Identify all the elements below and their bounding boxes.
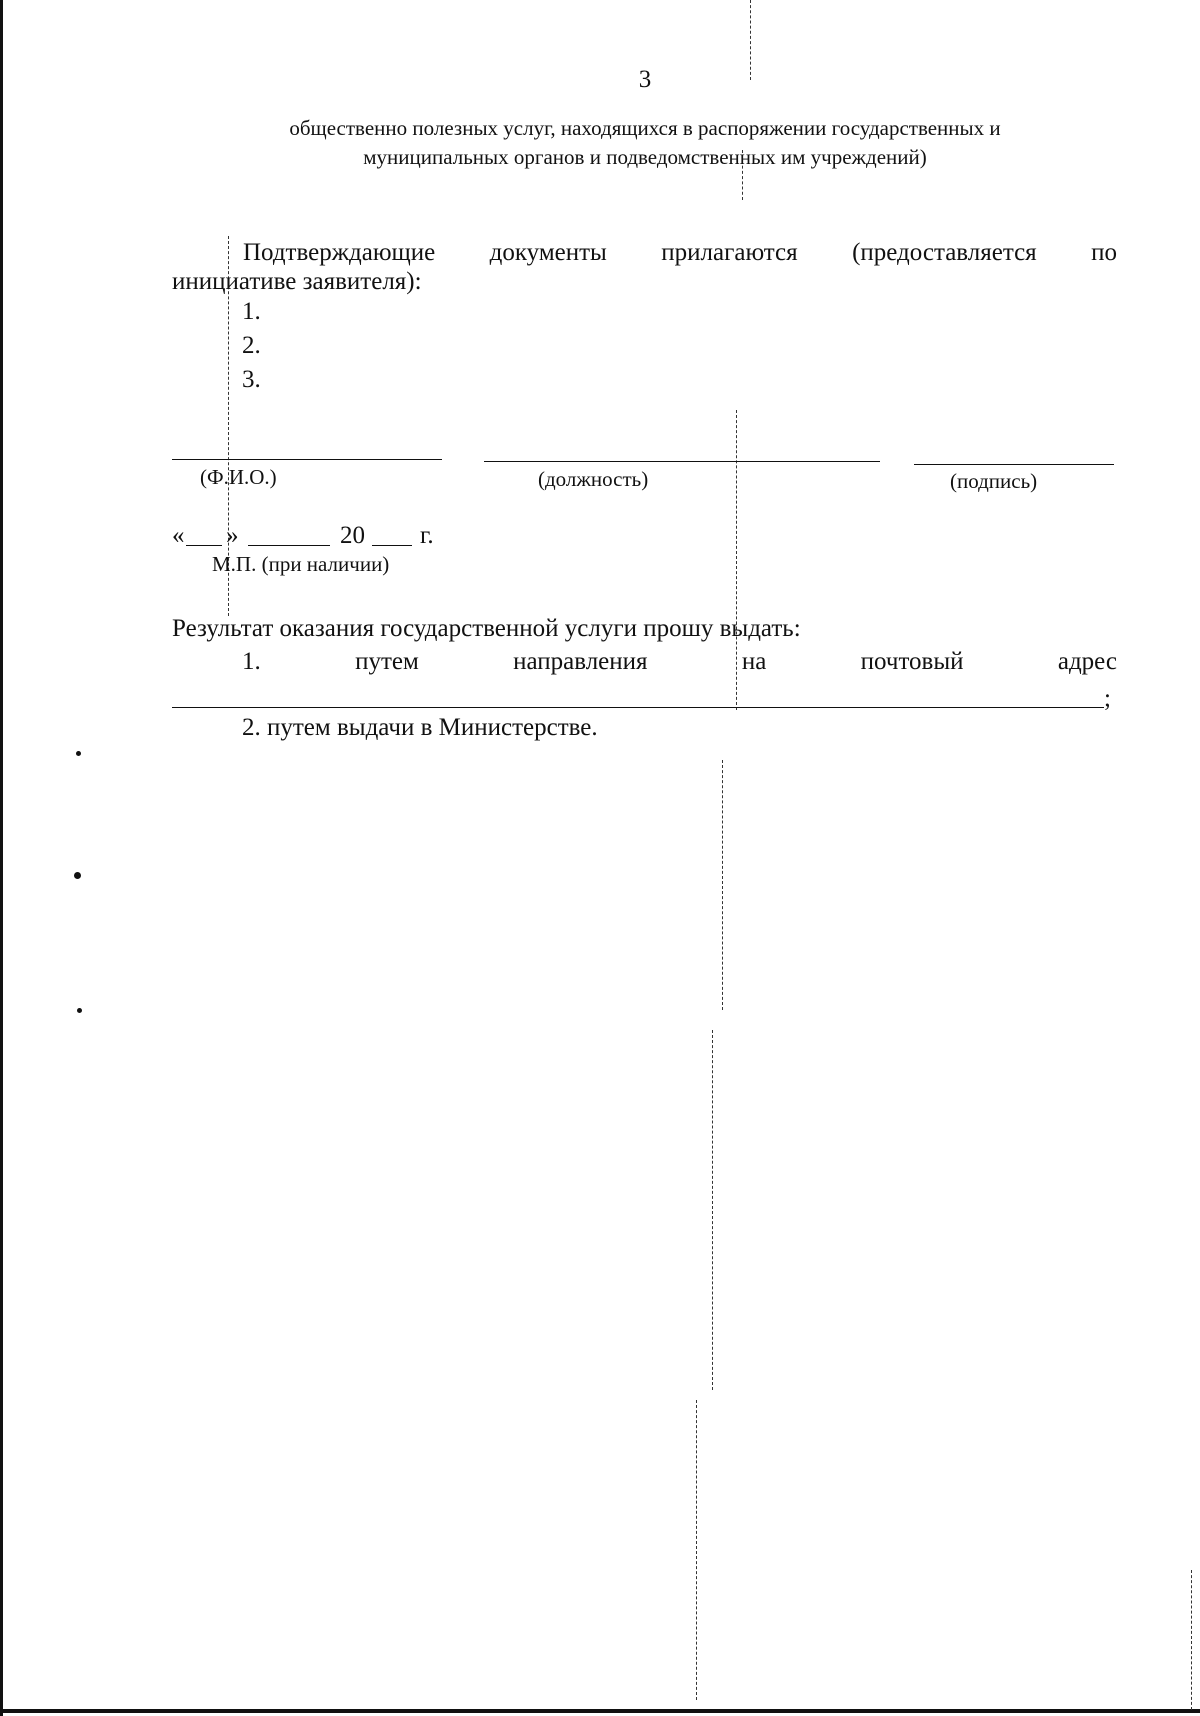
result-option-1-word: 1.: [242, 648, 261, 675]
scan-speck: [74, 872, 81, 879]
signature-line: [914, 464, 1114, 465]
header-caption-line-2: муниципальных органов и подведомственных им учреждений): [363, 145, 927, 169]
date-month-blank: [248, 545, 330, 546]
scan-fold-line: [1191, 1570, 1192, 1710]
header-caption-line-1: общественно полезных услуг, находящихся в распоряжении государственных и: [289, 116, 1001, 140]
documents-intro-word: прилагаются: [661, 239, 798, 266]
documents-intro-line-1: [243, 239, 1117, 267]
documents-intro-word: по: [1091, 239, 1117, 266]
signature-label: (подпись): [950, 469, 1038, 493]
fio-label: (Ф.И.О.): [200, 465, 277, 489]
position-signature-line: [484, 461, 880, 462]
documents-intro-word: (предоставляется: [852, 239, 1037, 266]
documents-list-item: 2.: [242, 332, 261, 359]
seal-label: М.П. (при наличии): [212, 552, 390, 576]
result-option-1-word: на: [741, 648, 767, 675]
result-option-2: 2. путем выдачи в Министерстве.: [242, 714, 598, 741]
documents-list-item: 3.: [242, 366, 261, 393]
documents-list-item: 1.: [242, 298, 261, 325]
scan-fold-line: [696, 1400, 697, 1700]
scan-fold-line: [722, 760, 723, 1010]
position-label: (должность): [538, 467, 649, 491]
result-heading: Результат оказания государственной услуги прошу выдать:: [172, 615, 801, 642]
scan-speck: [77, 1008, 82, 1013]
scan-fold-line: [712, 1030, 713, 1390]
documents-intro-word: документы: [489, 239, 607, 266]
result-option-1-word: путем: [355, 648, 419, 675]
scan-speck: [76, 751, 81, 756]
result-option-1-word: направления: [513, 648, 648, 675]
date-open-quote: «: [172, 522, 185, 549]
documents-intro-word: Подтверждающие: [243, 239, 436, 266]
result-option-1-word: адрес: [1057, 648, 1117, 675]
result-option-1-end: ;: [1104, 685, 1111, 712]
page-number: 3: [638, 66, 652, 93]
postal-address-blank: [172, 707, 1104, 708]
result-option-1-word: почтовый: [860, 648, 964, 675]
date-year-suffix: г.: [420, 522, 434, 549]
date-day-blank: [186, 545, 222, 546]
date-close-quote: »: [226, 522, 239, 549]
date-year-prefix: 20: [340, 522, 365, 549]
documents-intro-line-2: инициативе заявителя):: [172, 268, 422, 295]
scan-left-border: [0, 0, 3, 1716]
result-option-1: [242, 648, 1117, 676]
scan-bottom-border: [0, 1709, 1200, 1713]
fio-signature-line: [172, 459, 442, 460]
date-year-blank: [372, 545, 412, 546]
